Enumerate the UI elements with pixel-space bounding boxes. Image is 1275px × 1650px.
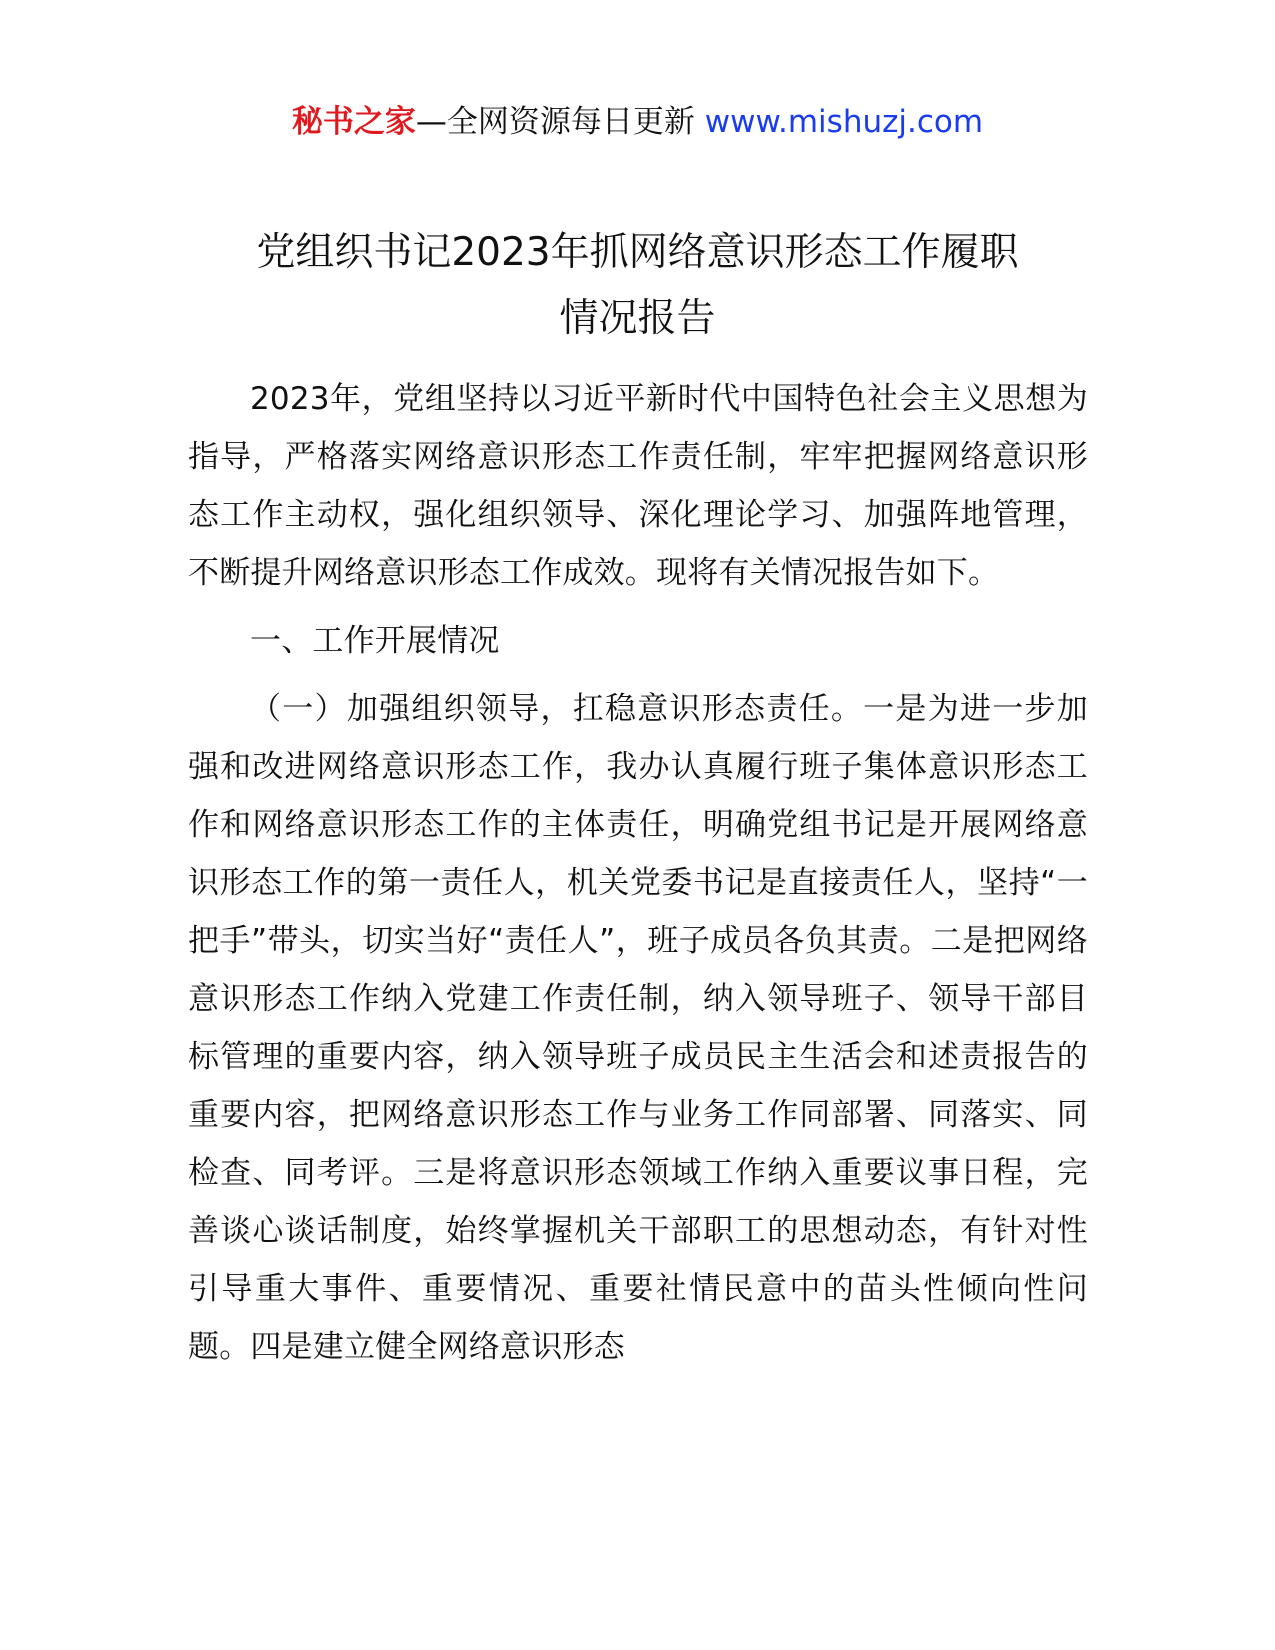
intro-paragraph: 2023年，党组坚持以习近平新时代中国特色社会主义思想为指导，严格落实网络意识形态工作责任制，牢牢把握网络意识形态工作主动权，强化组织领导、深化理论学习、加强阵地管理，不断提升网络意识形态工作成效。现将有关情况报告如下。 <box>188 381 1088 591</box>
brand-name: 秘书之家 <box>291 104 416 140</box>
document-body <box>188 370 1088 1376</box>
title-line-1: 党组织书记2023年抓网络意识形态工作履职 <box>256 230 1019 275</box>
section-paragraph: （一）加强组织领导，扛稳意识形态责任。一是为进一步加强和改进网络意识形态工作，我办认真履行班子集体意识形态工作和网络意识形态工作的主体责任，明确党组书记是开展网络意识形态工作的第一责任人，机关党委书记是直接责任人，坚持“一把手”带头，切实当好“责任人”，班子成员各负其责。二是把网络意识形态工作纳入党建工作责任制，纳入领导班子、领导干部目标管理的重要内容，纳入领导班子成员民主生活会和述责报告的重要内容，把网络意识形态工作与业务工作同部署、同落实、同检查、同考评。三是将意识形态领域工作纳入重要议事日程，完善谈心谈话制度，始终掌握机关干部职工的思想动态，有针对性引导重大事件、重要情况、重要社情民意中的苗头性倾向性问题。四是建立健全网络意识形态 <box>188 691 1088 1365</box>
section-heading: 一、工作开展情况 <box>250 623 500 659</box>
header-banner <box>0 100 1275 144</box>
site-url-link[interactable]: www.mishuzj.com <box>704 104 984 140</box>
document-title <box>150 220 1125 352</box>
header-tagline: —全网资源每日更新 <box>415 104 705 140</box>
title-line-2: 情况报告 <box>559 296 716 341</box>
